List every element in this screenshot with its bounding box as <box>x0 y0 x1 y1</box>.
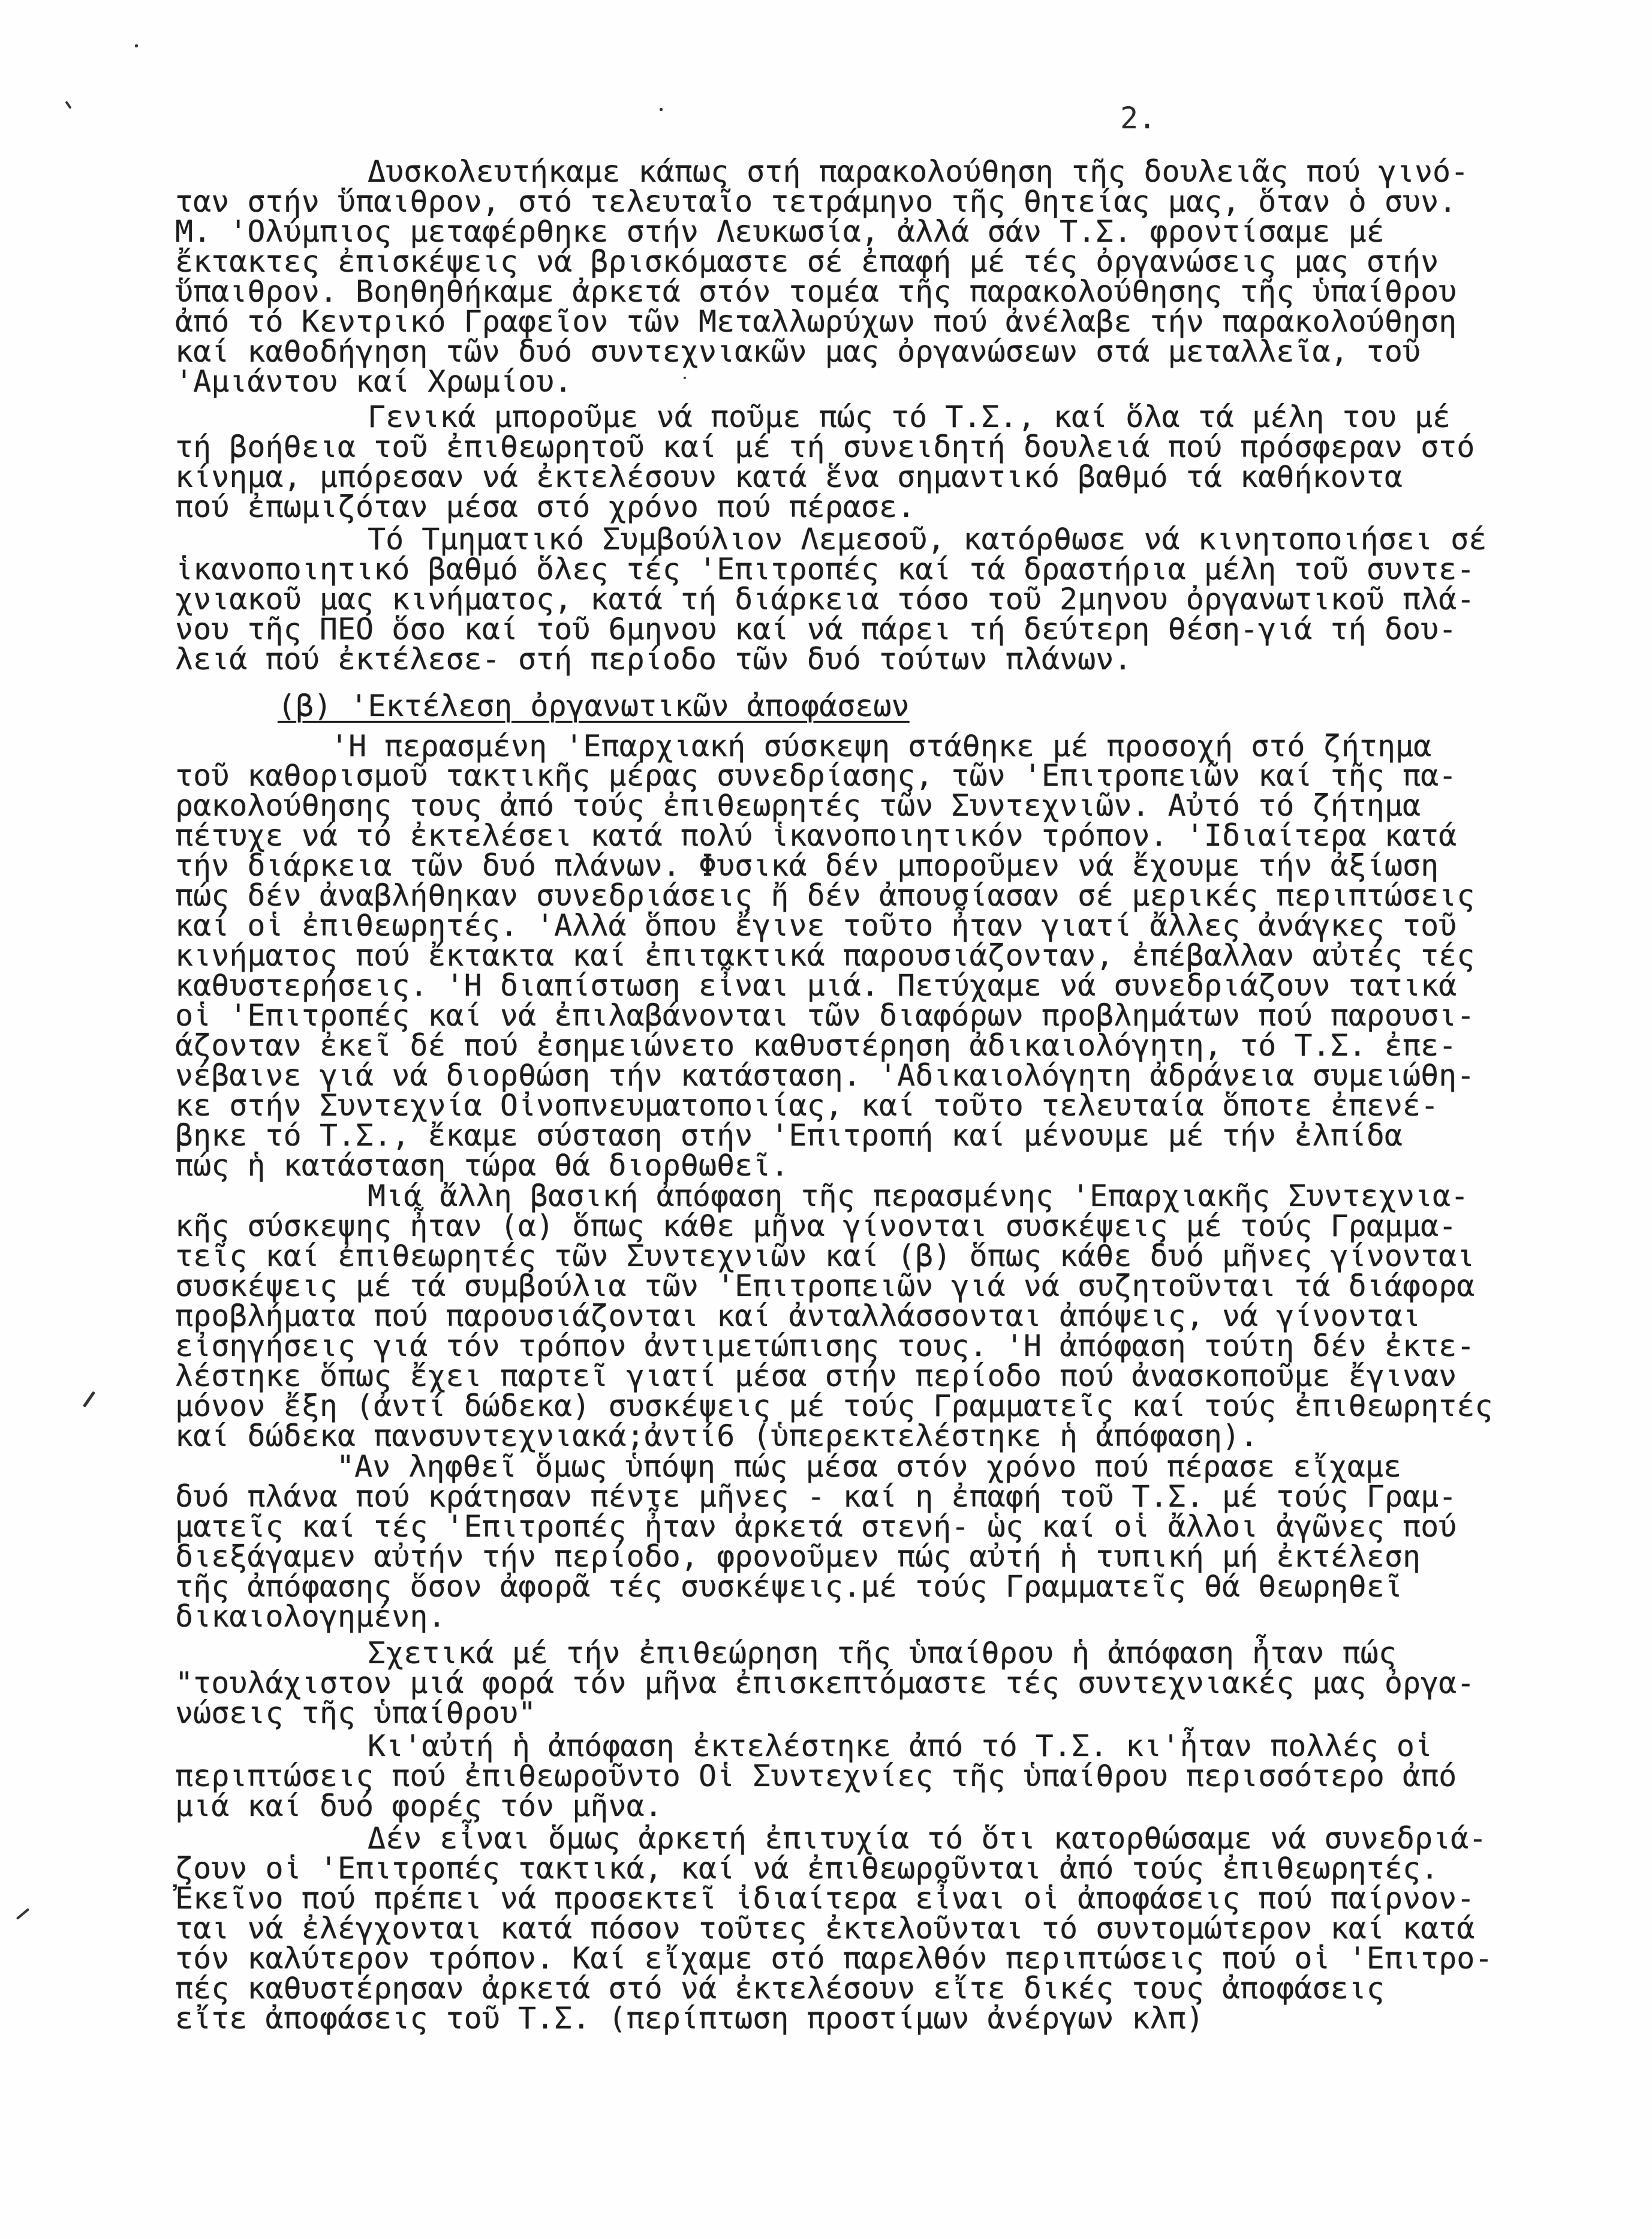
text-line: βηκε τό Τ.Σ., ἔκαμε σύσταση στήν 'Επιτροπή καί μένουμε μέ τήν ἐλπίδα <box>175 1118 1403 1153</box>
text-line: Γενικά μποροῦμε νά ποῦμε πώς τό Τ.Σ., καί ὅλα τά μέλη του μέ <box>368 399 1451 434</box>
text-line: εἴτε ἀποφάσεις τοῦ Τ.Σ. (περίπτωση προστίμων ἀνέργων κλπ) <box>175 2001 1204 2036</box>
text-line: τεῖς καί ἐπιθεωρητές τῶν Συντεχνιῶν καί (β) ὅπως κάθε δυό μῆνες γίνονται <box>175 1239 1475 1273</box>
text-line: δυό πλάνα πού κράτησαν πέντε μῆνες - καί η ἐπαφή τοῦ Τ.Σ. μέ τούς Γραμ- <box>175 1479 1457 1514</box>
text-line: τῆς ἀπόφασης ὅσον ἀφορᾶ τές συσκέψεις.μέ τούς Γραμματεῖς θά θεωρηθεῖ <box>175 1569 1403 1604</box>
scan-mark <box>135 44 138 47</box>
text-line: καί καθοδήγηση τῶν δυό συντεχνιακῶν μας ὀργανώσεων στά μεταλλεῖα, τοῦ <box>175 334 1421 369</box>
text-line: τήν διάρκεια τῶν δυό πλάνων. Φυσικά δέν μποροῦμεν νά ἔχουμε τήν ἀξίωση <box>175 848 1439 883</box>
scan-mark <box>16 1908 29 1920</box>
text-line: Ἐκεῖνο πού πρέπει νά προσεκτεῖ ἰδιαίτερα εἶναι οἱ ἀποφάσεις πού παίρνον- <box>175 1881 1475 1916</box>
text-line: διεξάγαμεν αὐτήν τήν περίοδο, φρονοῦμεν πώς αὐτή ἡ τυπική μή ἐκτέλεση <box>175 1539 1421 1574</box>
text-line: Σχετικά μέ τήν ἐπιθεώρηση τῆς ὑπαίθρου ἡ ἀπόφαση ἦταν πώς <box>368 1636 1397 1670</box>
text-line: δικαιολογημένη. <box>175 1599 446 1634</box>
scan-mark <box>684 377 686 379</box>
text-line: οἱ 'Επιτροπές καί νά ἐπιλαβάνονται τῶν διαφόρων προβλημάτων πού παρουσι- <box>175 998 1475 1033</box>
scan-mark <box>65 101 71 109</box>
text-line: καί δώδεκα πανσυντεχνιακά;ἀντί6 (ὑπερεκτελέστηκε ἡ ἀπόφαση). <box>175 1418 1259 1453</box>
text-line: περιπτώσεις πού ἐπιθεωροῦντο Οἱ Συντεχνίες τῆς ὑπαίθρου περισσότερο ἀπό <box>175 1759 1457 1793</box>
text-line: ὕπαιθρον. Βοηθηθήκαμε ἀρκετά στόν τομέα τῆς παρακολούθησης τῆς ὑπαίθρου <box>175 274 1457 309</box>
text-line: ματεῖς καί τές 'Επιτροπές ἦταν ἀρκετά στενή- ὡς καί οἱ ἄλλοι ἀγῶνες πού <box>175 1509 1457 1544</box>
text-line: κίνημα, μπόρεσαν νά ἐκτελέσουν κατά ἕνα σημαντικό βαθμό τά καθήκοντα <box>175 459 1403 494</box>
text-line: Δυσκολευτήκαμε κάπως στή παρακολούθηση τῆς δουλειᾶς πού γινό- <box>368 154 1469 189</box>
text-line: τοῦ καθορισμοῦ τακτικῆς μέρας συνεδρίασης, τῶν 'Επιτροπειῶν καί τῆς πα- <box>175 758 1457 793</box>
scan-mark <box>660 108 663 111</box>
text-line: ταν στήν ὕπαιθρον, στό τελευταῖο τετράμηνο τῆς θητείας μας, ὅταν ὁ συν. <box>175 184 1457 219</box>
section-heading: (β) 'Εκτέλεση ὀργανωτικῶν ἀποφάσεων <box>278 689 910 723</box>
text-line: ζουν οἱ 'Επιτροπές τακτικά, καί νά ἐπιθεωροῦνται ἀπό τούς ἐπιθεωρητές. <box>175 1851 1439 1886</box>
text-line: Τό Τμηματικό Συμβούλιον Λεμεσοῦ, κατόρθωσε νά κινητοποιήσει σέ <box>368 522 1487 557</box>
text-line: νου τῆς ΠΕΟ ὅσο καί τοῦ 6μηνου καί νά πάρει τή δεύτερη θέση-γιά τή δου- <box>175 612 1457 647</box>
text-line: Κι'αὐτή ἡ ἀπόφαση ἐκτελέστηκε ἀπό τό Τ.Σ. κι'ἦταν πολλές οἱ <box>368 1729 1433 1763</box>
text-line: μόνον ἔξη (ἀντί δώδεκα) συσκέψεις μέ τούς Γραμματεῖς καί τούς ἐπιθεωρητές <box>175 1389 1493 1423</box>
text-line: μιά καί δυό φορές τόν μῆνα. <box>175 1789 663 1823</box>
text-line: νέβαινε γιά νά διορθώση τήν κατάσταση. 'Αδικαιολόγητη ἀδράνεια συμειώθη- <box>175 1058 1475 1093</box>
text-line: ἀπό τό Κεντρικό Γραφεῖον τῶν Μεταλλωρύχων πού ἀνέλαβε τήν παρακολούθηση <box>175 304 1457 339</box>
text-line: ρακολούθησης τους ἀπό τούς ἐπιθεωρητές τῶν Συντεχνιῶν. Αὐτό τό ζήτημα <box>175 788 1421 823</box>
text-line: 'Αμιάντου καί Χρωμίου. <box>175 364 573 399</box>
text-line: νώσεις τῆς ὑπαίθρου" <box>175 1696 537 1730</box>
text-line: τή βοήθεια τοῦ ἐπιθεωρητοῦ καί μέ τή συνειδητή δουλειά πού πρόσφεραν στό <box>175 429 1475 464</box>
text-line: "τουλάχιστον μιά φορά τόν μῆνα ἐπισκεπτόμαστε τές συντεχνιακές μας ὀργα- <box>175 1666 1475 1700</box>
text-line: λειά πού ἐκτέλεσε- στή περίοδο τῶν δυό τούτων πλάνων. <box>175 642 1132 677</box>
text-line: κε στήν Συντεχνία Οἰνοπνευματοποιίας, καί τοῦτο τελευταία ὅποτε ἐπενέ- <box>175 1088 1439 1123</box>
text-line: ται νά ἐλέγχονται κατά πόσον τοῦτες ἐκτελοῦνται τό συντομώτερον καί κατά <box>175 1911 1475 1946</box>
text-line: τόν καλύτερον τρόπον. Καί εἴχαμε στό παρελθόν περιπτώσεις πού οἱ 'Επιτρο- <box>175 1941 1493 1976</box>
text-line: "Αν ληφθεῖ ὅμως ὑπόψη πώς μέσα στόν χρόνο πού πέρασε εἴχαμε <box>336 1449 1402 1484</box>
text-line: ἔκτακτες ἐπισκέψεις νά βρισκόμαστε σέ ἐπαφή μέ τές ὀργανώσεις μας στήν <box>175 244 1439 279</box>
text-line: καθυστερήσεις. 'Η διαπίστωση εἶναι μιά. Πετύχαμε νά συνεδριάζουν τατικά <box>175 968 1457 1003</box>
text-line: ἱκανοποιητικό βαθμό ὅλες τές 'Επιτροπές καί τά δραστήρια μέλη τοῦ συντε- <box>175 552 1475 587</box>
text-line: πές καθυστέρησαν ἀρκετά στό νά ἐκτελέσουν εἴτε δικές τους ἀποφάσεις <box>175 1971 1385 2006</box>
text-line: Μ. 'Ολύμπιος μεταφέρθηκε στήν Λευκωσία, ἀλλά σάν Τ.Σ. φροντίσαμε μέ <box>175 214 1385 249</box>
text-line: κῆς σύσκεψης ἦταν (α) ὅπως κάθε μῆνα γίνονται συσκέψεις μέ τούς Γραμμα- <box>175 1209 1457 1243</box>
text-line: άζονταν ἐκεῖ δέ πού ἐσημειώνετο καθυστέρηση ἀδικαιολόγητη, τό Τ.Σ. ἐπε- <box>175 1028 1457 1063</box>
text-line: πώς ἡ κατάσταση τώρα θά διορθωθεῖ. <box>175 1148 789 1183</box>
page-number: 2. <box>1120 101 1157 136</box>
text-line: λέστηκε ὅπως ἔχει παρτεῖ γιατί μέσα στήν περίοδο πού ἀνασκοποῦμε ἔγιναν <box>175 1359 1457 1393</box>
text-line: πού ἐπωμιζόταν μέσα στό χρόνο πού πέρασε. <box>175 489 916 524</box>
text-line: καί οἱ ἐπιθεωρητές. 'Αλλά ὅπου ἔγινε τοῦτο ἦταν γιατί ἄλλες ἀνάγκες τοῦ <box>175 908 1457 943</box>
text-line: εἰσηγήσεις γιά τόν τρόπον ἀντιμετώπισης τους. 'Η ἀπόφαση τούτη δέν ἐκτε- <box>175 1329 1475 1363</box>
text-line: 'Η περασμένη 'Επαρχιακή σύσκεψη στάθηκε μέ προσοχή στό ζήτημα <box>330 729 1432 764</box>
text-line: Δέν εἶναι ὅμως ἀρκετή ἐπιτυχία τό ὅτι κατορθώσαμε νά συνεδριά- <box>368 1821 1487 1856</box>
text-line: πέτυχε νά τό ἐκτελέσει κατά πολύ ἱκανοποιητικόν τρόπον. 'Ιδιαίτερα κατά <box>175 818 1457 853</box>
scan-mark <box>83 1391 95 1407</box>
text-line: πώς δέν ἀναβλήθηκαν συνεδριάσεις ἤ δέν ἀπουσίασαν σέ μερικές περιπτώσεις <box>175 878 1475 913</box>
text-line: προβλήματα πού παρουσιάζονται καί ἀνταλλάσσονται ἀπόψεις, νά γίνονται <box>175 1299 1421 1333</box>
text-line: Μιά ἄλλη βασική ἀπόφαση τῆς περασμένης 'Επαρχιακῆς Συντεχνια- <box>368 1179 1469 1213</box>
text-line: χνιακοῦ μας κινήματος, κατά τή διάρκεια τόσο τοῦ 2μηνου ὀργανωτικοῦ πλά- <box>175 582 1475 617</box>
text-line: κινήματος πού ἔκτακτα καί ἐπιτακτικά παρουσιάζονταν, ἐπέβαλλαν αὐτές τές <box>175 938 1475 973</box>
text-line: συσκέψεις μέ τά συμβούλια τῶν 'Επιτροπειῶν γιά νά συζητοῦνται τά διάφορα <box>175 1269 1475 1303</box>
